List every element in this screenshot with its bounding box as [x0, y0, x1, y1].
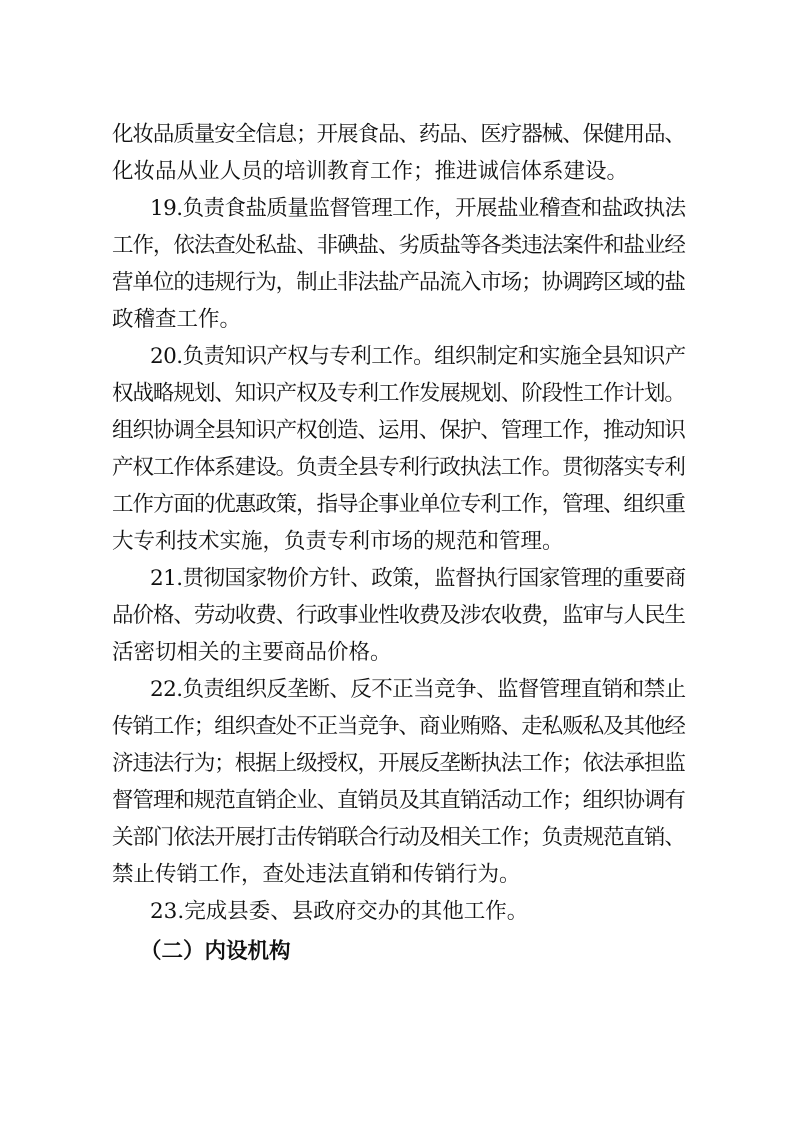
- text-line-2: 化妆品从业人员的培训教育工作；推进诚信体系建设。: [112, 159, 629, 184]
- text-line-11: 工作方面的优惠政策，指导企事业单位专利工作，管理、组织重: [112, 492, 685, 517]
- text-line-4: 工作，依法查处私盐、非碘盐、劣质盐等各类违法案件和盐业经: [112, 233, 685, 258]
- section-heading: （二）内设机构: [140, 939, 291, 964]
- text-line-6: 政稽查工作。: [112, 307, 242, 332]
- text-line-8: 权战略规划、知识产权及专利工作发展规划、阶段性工作计划。: [112, 381, 685, 406]
- text-line-10: 产权工作体系建设。负责全县专利行政执法工作。贯彻落实专利: [112, 455, 685, 480]
- text-line-14: 品价格、劳动收费、行政事业性收费及涉农收费，监审与人民生: [112, 603, 685, 628]
- text-line-7: 20.负责知识产权与专利工作。组织制定和实施全县知识产: [150, 344, 686, 369]
- text-line-3: 19.负责食盐质量监督管理工作，开展盐业稽查和盐政执法: [150, 196, 686, 221]
- text-line-18: 济违法行为；根据上级授权，开展反垄断执法工作；依法承担监: [112, 751, 685, 776]
- text-line-16: 22.负责组织反垄断、反不正当竞争、监督管理直销和禁止: [150, 677, 686, 702]
- text-line-20: 关部门依法开展打击传销联合行动及相关工作；负责规范直销、: [112, 825, 685, 850]
- text-line-12: 大专利技术实施，负责专利市场的规范和管理。: [112, 529, 564, 554]
- text-line-13: 21.贯彻国家物价方针、政策，监督执行国家管理的重要商: [150, 566, 686, 591]
- text-line-21: 禁止传销工作，查处违法直销和传销行为。: [112, 862, 521, 887]
- text-line-1: 化妆品质量安全信息；开展食品、药品、医疗器械、保健用品、: [112, 122, 685, 147]
- text-line-22: 23.完成县委、县政府交办的其他工作。: [150, 899, 529, 924]
- text-line-19: 督管理和规范直销企业、直销员及其直销活动工作；组织协调有: [112, 788, 685, 813]
- text-line-17: 传销工作；组织查处不正当竞争、商业贿赂、走私贩私及其他经: [112, 714, 685, 739]
- text-line-15: 活密切相关的主要商品价格。: [112, 640, 392, 665]
- text-line-5: 营单位的违规行为，制止非法盐产品流入市场；协调跨区域的盐: [112, 270, 685, 295]
- text-line-9: 组织协调全县知识产权创造、运用、保护、管理工作，推动知识: [112, 418, 685, 443]
